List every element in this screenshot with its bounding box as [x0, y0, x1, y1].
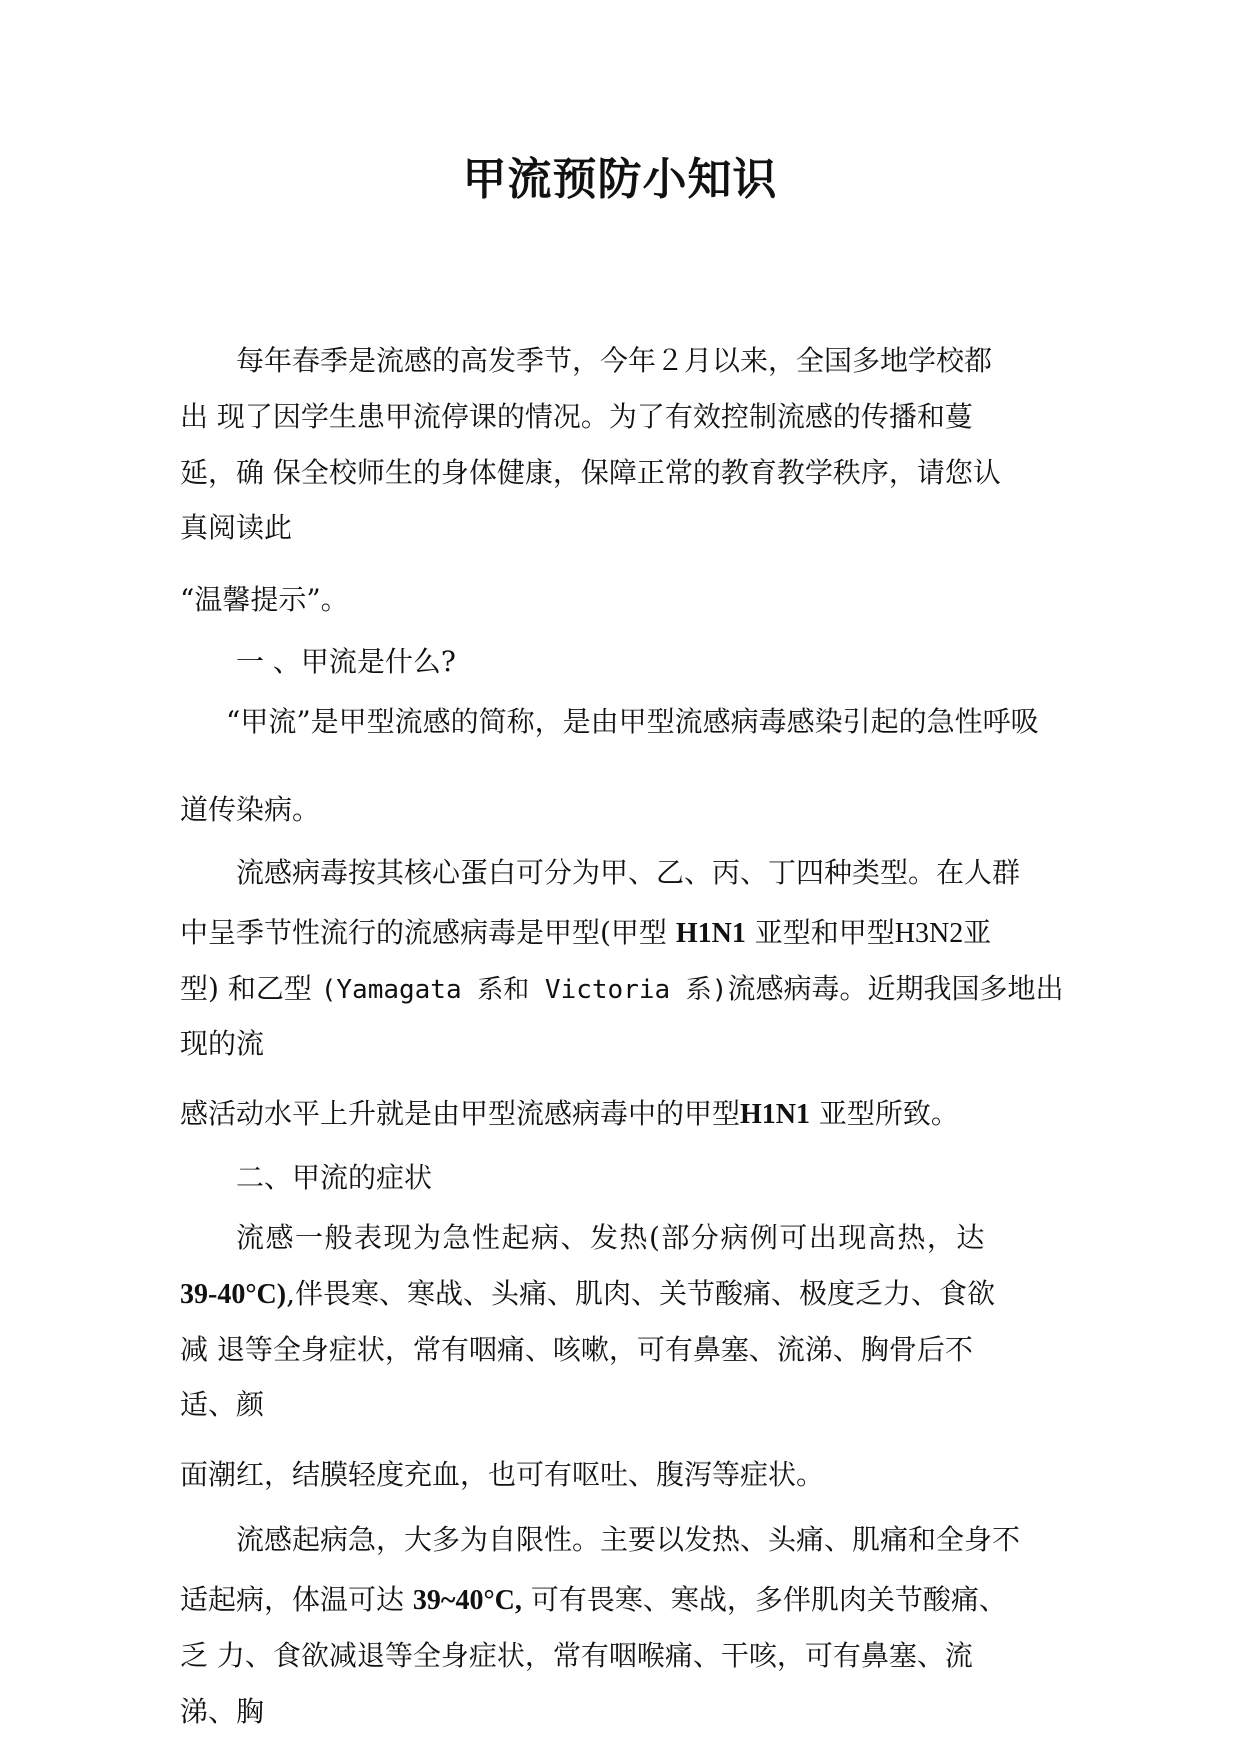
section1-heading: 一 、甲流是什么? [236, 645, 456, 678]
section1-p2-line-2-text-c: 亚型和甲型 [754, 916, 895, 949]
section2-p1-line-3: 减 退等全身症状，常有咽痛、咳嗽，可有鼻塞、流涕、胸骨后不 [180, 1333, 973, 1366]
temperature-range-2: 39~40°C, [412, 1585, 522, 1616]
section1-p2-line-5-text-a: 感活动水平上升就是由甲型流感病毒中的甲型 [180, 1097, 741, 1130]
section1-p2-line-5-text-c: 亚型所致。 [818, 1097, 959, 1130]
section1-p2-line-2-text-e: 亚 [963, 916, 992, 949]
section2-p2-line-2 [180, 1580, 1007, 1621]
section2-p2-line-1: 流感起病急，大多为自限性。主要以发热、头痛、肌痛和全身不 [236, 1523, 1021, 1556]
section1-p1-line-1: “甲流”是甲型流感的简称，是由甲型流感病毒感染引起的急性呼吸 [226, 705, 1039, 738]
subtype-h3n2: H3N2 [894, 918, 964, 949]
section2-p2-line-2-text-c: 可有畏寒、寒战，多伴肌肉关节酸痛、 [530, 1583, 1007, 1616]
section2-p2-line-2-text-a: 适起病，体温可达 [180, 1583, 405, 1616]
section2-p1-line-4: 适、颜 [180, 1388, 265, 1421]
section2-p2-line-4: 涕、胸 [180, 1695, 265, 1728]
intro-line-3: 延，确 保全校师生的身体健康，保障正常的教育教学秩序，请您认 [180, 456, 1001, 489]
section1-p1-line-2: 道传染病。 [180, 793, 321, 826]
section1-p2-line-4: 现的流 [180, 1027, 265, 1060]
section1-p2-line-1: 流感病毒按其核心蛋白可分为甲、乙、丙、丁四种类型。在人群 [236, 856, 1021, 889]
section1-p2-line-2-text-a: 中呈季节性流行的流感病毒是甲型(甲型 [180, 916, 667, 949]
intro-line-2: 出 现了因学生患甲流停课的情况。为了有效控制流感的传播和蔓 [180, 400, 973, 433]
section2-p1-line-5: 面潮红，结膜轻度充血，也可有呕吐、腹泻等症状。 [180, 1458, 825, 1491]
lineage-names: (Yamagata 系和 Victoria 系) [320, 975, 728, 1005]
section1-p2-line-2 [180, 913, 991, 954]
section2-p1-line-1: 流感一般表现为急性起病、发热(部分病例可出现高热，达 [236, 1221, 986, 1254]
section2-p1-line-2 [180, 1274, 995, 1315]
section2-heading: 二、甲流的症状 [236, 1161, 433, 1194]
subtype-h1n1-2: H1N1 [740, 1099, 811, 1130]
temperature-range-1: 39-40°C) [180, 1279, 287, 1310]
subtype-h1n1: H1N1 [675, 918, 746, 949]
intro-line-4: 真阅读此 [180, 511, 293, 544]
intro-line-1: 每年春季是流感的高发季节，今年２月以来，全国多地学校都 [236, 344, 993, 377]
document-title: 甲流预防小知识 [462, 154, 778, 205]
section1-p2-line-3 [180, 969, 1063, 1010]
section1-p2-line-3-text-c: 流感病毒。近期我国多地出 [727, 972, 1064, 1005]
section1-p2-line-5 [180, 1094, 959, 1135]
section2-p1-line-2-text-b: ,伴畏寒、寒战、头痛、肌肉、关节酸痛、极度乏力、食欲 [286, 1277, 995, 1310]
section2-p2-line-3: 乏 力、食欲减退等全身症状，常有咽喉痛、干咳，可有鼻塞、流 [180, 1639, 973, 1672]
intro-line-5: “温馨提示”。 [180, 583, 349, 616]
section1-p2-line-3-text-a: 型) 和乙型 [180, 972, 312, 1005]
